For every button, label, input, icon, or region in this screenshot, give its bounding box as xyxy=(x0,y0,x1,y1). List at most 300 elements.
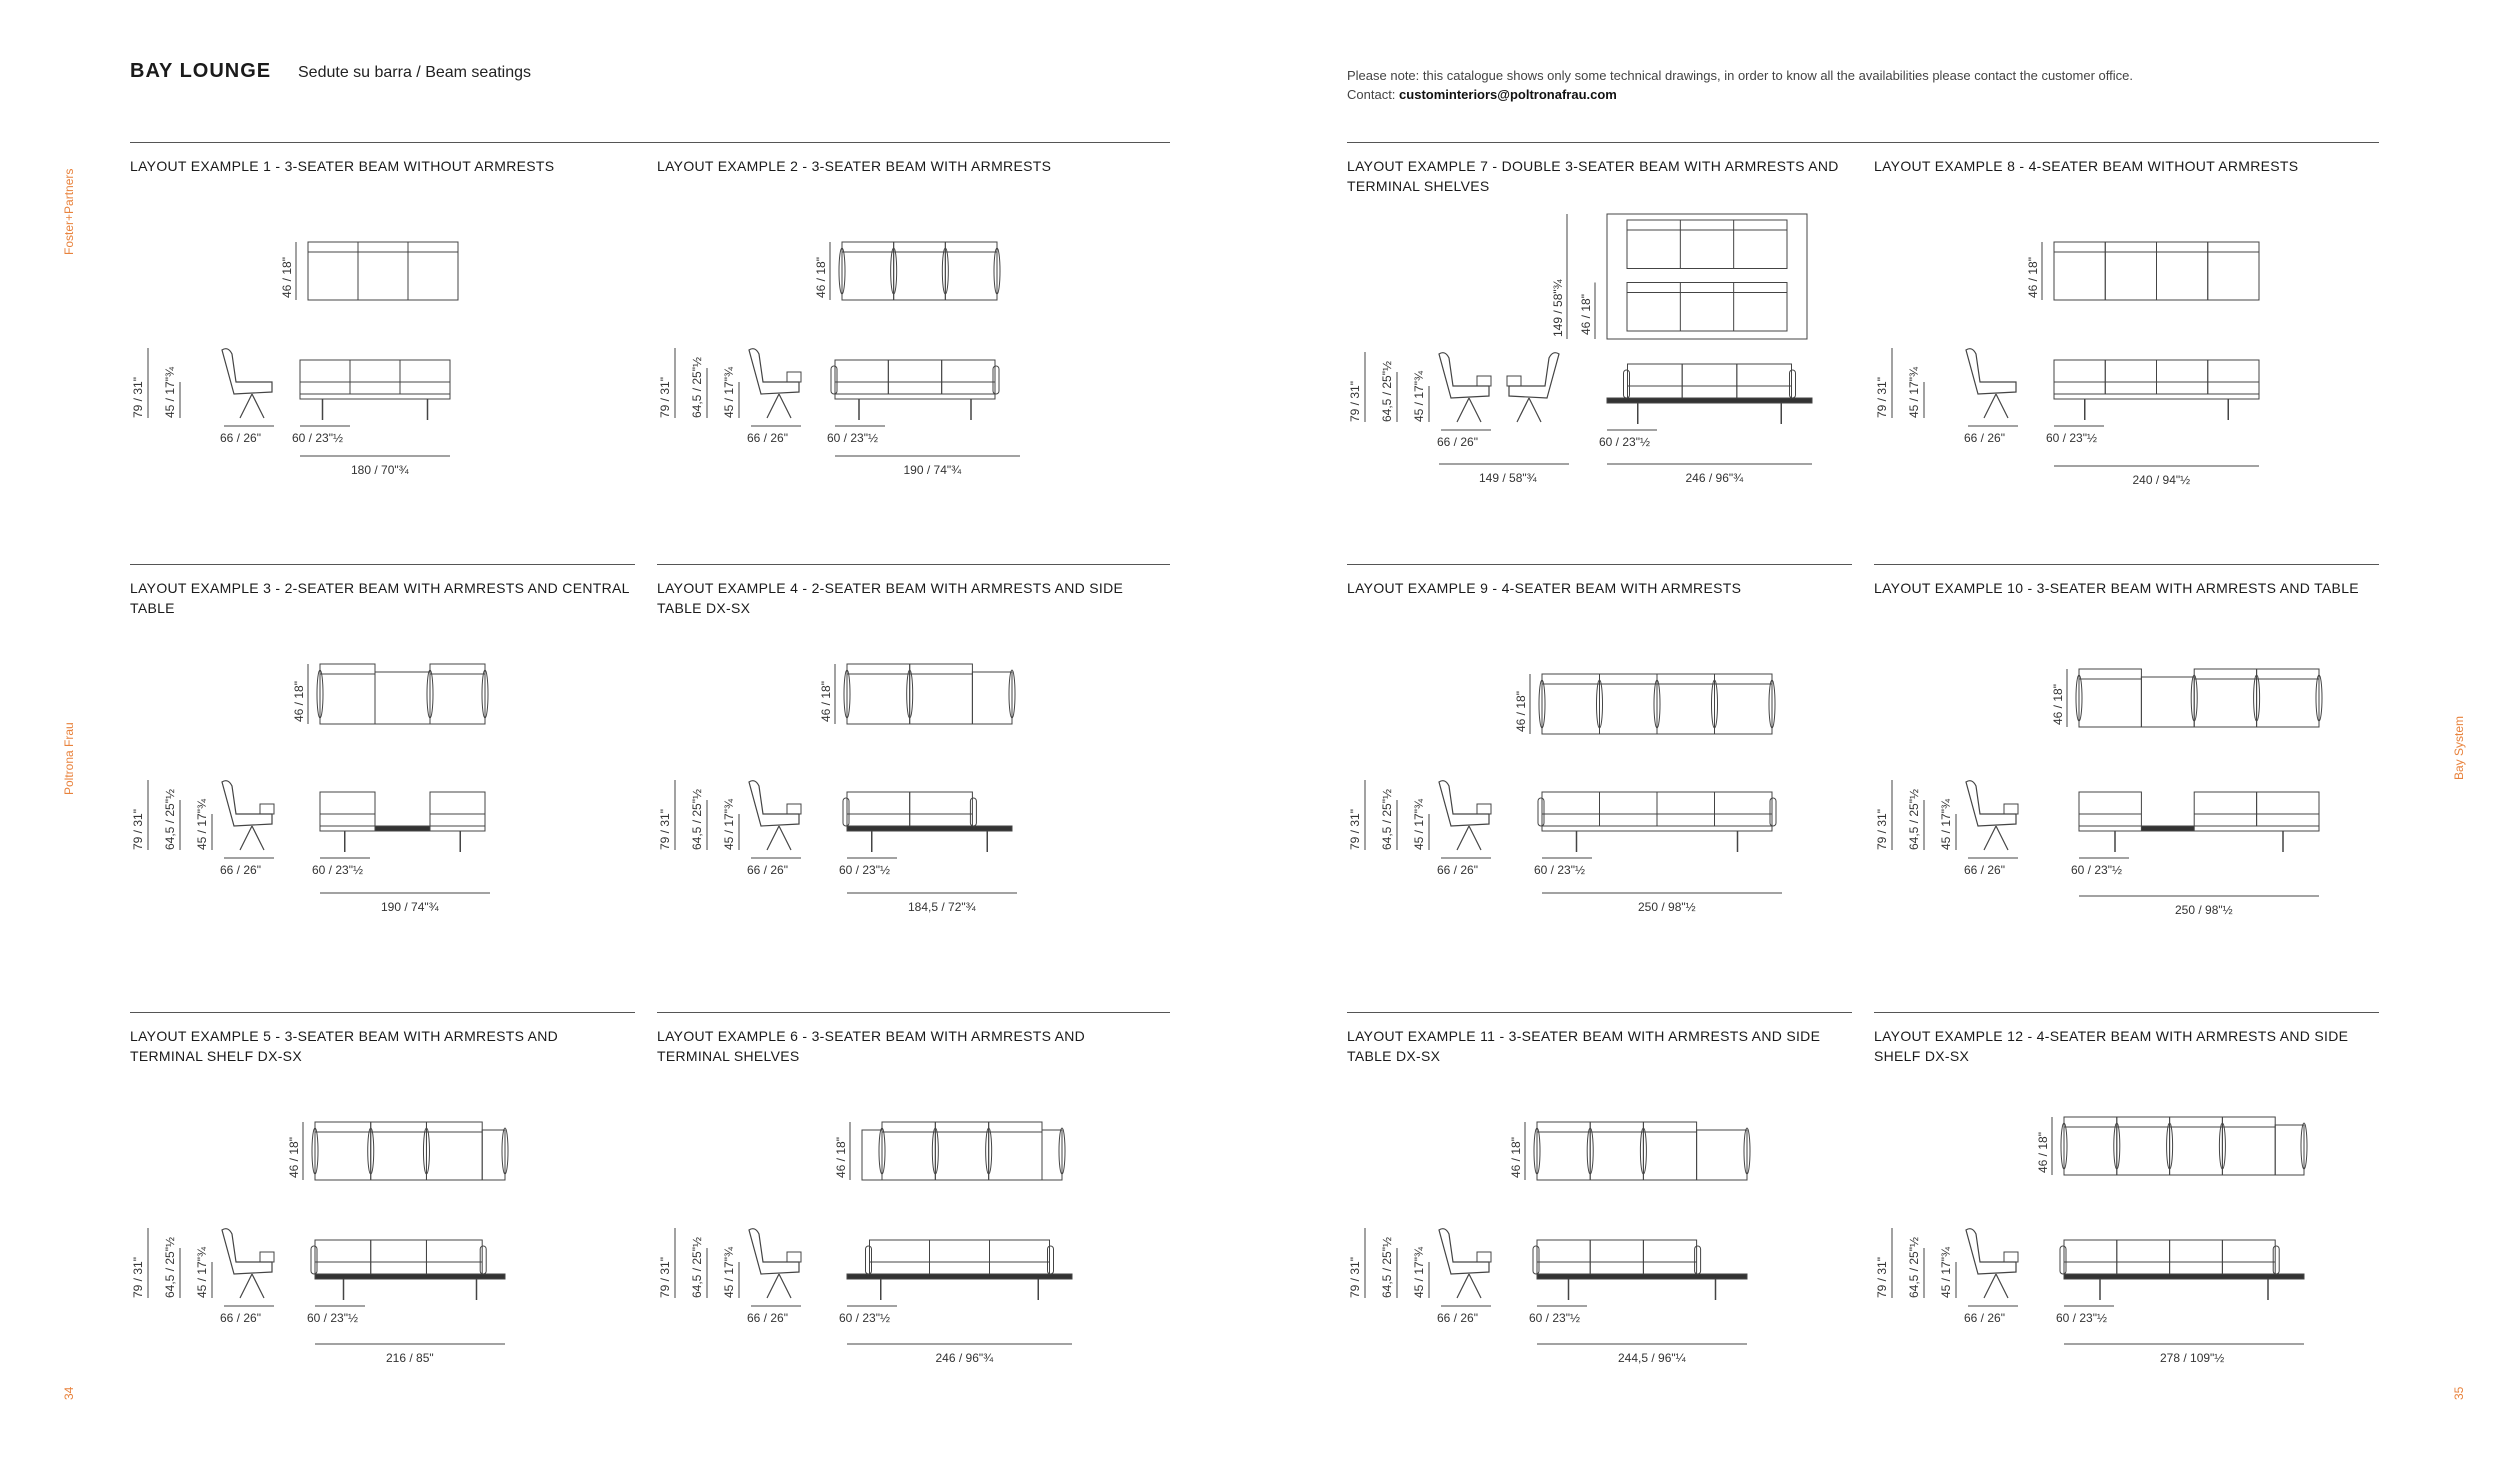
dim-seat-depth: 60 / 23"½ xyxy=(2056,1311,2107,1325)
page-number-left: 34 xyxy=(62,1386,76,1400)
beam-front-view xyxy=(311,1240,505,1300)
beam-shelf xyxy=(2064,1274,2304,1279)
dim-overall-height: 79 / 31" xyxy=(1348,381,1362,422)
dim-overall-width: 180 / 70"¾ xyxy=(351,463,409,477)
dim-arm-height: 64,5 / 25"½ xyxy=(163,789,177,850)
beam-shelf xyxy=(1542,826,1772,831)
front-armrest xyxy=(1770,798,1776,826)
chair-leg xyxy=(1469,398,1481,422)
front-armrest xyxy=(1790,370,1796,398)
front-armrest xyxy=(311,1246,317,1274)
front-seat-back xyxy=(1600,792,1658,826)
plan-seat xyxy=(371,1122,427,1180)
chair-side-view xyxy=(749,781,801,850)
contact-label: Contact: xyxy=(1347,87,1396,102)
dim-top-height: 46 / 18" xyxy=(819,681,833,722)
plan-seat xyxy=(2064,1117,2117,1175)
plan-table xyxy=(2275,1125,2304,1175)
plan-seat xyxy=(2054,242,2105,300)
dim-seat-height: 45 / 17"¾ xyxy=(1412,799,1426,850)
plan-seat xyxy=(1715,674,1773,734)
front-seat-back xyxy=(1643,1240,1696,1274)
front-seat-back xyxy=(2170,1240,2223,1274)
front-seat-back xyxy=(1682,364,1737,398)
layout-drawing xyxy=(1874,142,2384,572)
layout-panel xyxy=(1347,564,1857,1004)
dim-overall-width: 244,5 / 96"¼ xyxy=(1618,1351,1686,1365)
dim-seat-depth: 60 / 23"½ xyxy=(827,431,878,445)
dim-chair-depth: 66 / 26" xyxy=(1964,1311,2005,1325)
dim-seat-height: 45 / 17"¾ xyxy=(1412,1247,1426,1298)
plan-seat xyxy=(989,1122,1042,1180)
chair-leg xyxy=(252,826,264,850)
dim-arm-height: 64,5 / 25"½ xyxy=(1907,789,1921,850)
layout-panel xyxy=(1874,142,2384,582)
chair-side-view xyxy=(1507,353,1559,422)
plan-seat xyxy=(430,664,485,724)
chair-leg xyxy=(252,394,264,418)
catalogue-note xyxy=(1347,66,2133,104)
chair-leg xyxy=(1457,1274,1469,1298)
plan-seat xyxy=(935,1122,988,1180)
chair-side-view xyxy=(222,1229,274,1298)
plan-seat xyxy=(1590,1122,1643,1180)
chair-leg xyxy=(779,1274,791,1298)
front-armrest xyxy=(480,1246,486,1274)
dim-overall-height: 79 / 31" xyxy=(1875,809,1889,850)
plan-seat xyxy=(426,1122,482,1180)
dim-chair-depth: 66 / 26" xyxy=(1437,435,1478,449)
dim-seat-depth: 60 / 23"½ xyxy=(1599,435,1650,449)
page-title: BAY LOUNGE xyxy=(130,60,272,82)
plan-table xyxy=(972,672,1012,724)
side-label-brand: Poltrona Frau xyxy=(62,722,76,795)
dim-overall-width: 190 / 74"¾ xyxy=(903,463,962,477)
chair-leg xyxy=(779,826,791,850)
dim-arm-height: 64,5 / 25"½ xyxy=(690,789,704,850)
dim-chair-depth: 66 / 26" xyxy=(220,863,261,877)
plan-table xyxy=(2141,677,2194,727)
dim-overall-width: 240 / 94"½ xyxy=(2132,473,2191,487)
dim-top-height: 46 / 18" xyxy=(292,681,306,722)
chair-armrest xyxy=(1477,1252,1491,1262)
front-seat-back xyxy=(2222,1240,2275,1274)
front-table xyxy=(2141,826,2194,831)
layout-panel xyxy=(130,564,640,1004)
plan-seat xyxy=(882,1122,935,1180)
chair-side-view xyxy=(1966,781,2018,850)
front-armrest xyxy=(2060,1246,2066,1274)
dim-overall-height: 79 / 31" xyxy=(1875,377,1889,418)
layout-drawing xyxy=(1347,142,1857,572)
front-seat-back xyxy=(1715,792,1773,826)
plan-seat xyxy=(1537,1122,1590,1180)
front-seat-back xyxy=(1737,364,1792,398)
chair-armrest xyxy=(787,804,801,814)
front-seat-back xyxy=(400,360,450,394)
front-seat-back xyxy=(1537,1240,1590,1274)
chair-side-view xyxy=(1439,353,1491,422)
dim-overall-width: 246 / 96"¾ xyxy=(935,1351,994,1365)
beam-front-view xyxy=(2060,1240,2304,1300)
dim-overall-width: 250 / 98"½ xyxy=(2175,903,2233,917)
plan-seat xyxy=(308,242,358,300)
front-seat-back xyxy=(2105,360,2156,394)
front-armrest xyxy=(866,1246,872,1274)
dim-overall-height: 79 / 31" xyxy=(131,809,145,850)
dim-chair-depth: 66 / 26" xyxy=(747,1311,788,1325)
plan-seat xyxy=(2117,1117,2170,1175)
front-seat-back xyxy=(371,1240,427,1274)
front-armrest xyxy=(843,798,849,826)
dim-seat-height: 45 / 17"¾ xyxy=(163,367,177,418)
dim-chair-depth: 66 / 26" xyxy=(1437,1311,1478,1325)
dim-seat-depth: 60 / 23"½ xyxy=(307,1311,358,1325)
chair-side-view xyxy=(222,349,272,418)
chair-leg xyxy=(1996,826,2008,850)
chair-armrest xyxy=(787,1252,801,1262)
dim-seat-height: 45 / 17"¾ xyxy=(1939,799,1953,850)
dim-seat-height: 45 / 17"¾ xyxy=(195,799,209,850)
dim-seat-height: 45 / 17"¾ xyxy=(722,367,736,418)
layout-panel xyxy=(657,564,1167,1004)
dim-top-height: 46 / 18" xyxy=(1509,1137,1523,1178)
dim-arm-height: 64,5 / 25"½ xyxy=(1380,1237,1394,1298)
dim-arm-height: 64,5 / 25"½ xyxy=(1907,1237,1921,1298)
front-seat-back xyxy=(930,1240,990,1274)
dim-top-height: 46 / 18" xyxy=(280,257,294,298)
dim-chair-depth: 66 / 26" xyxy=(220,431,261,445)
layout-drawing xyxy=(1347,1012,1857,1442)
beam-shelf xyxy=(315,1274,505,1279)
layout-title: LAYOUT EXAMPLE 8 - 4-SEATER BEAM WITHOUT ARMRESTS xyxy=(1874,158,2299,174)
front-armrest xyxy=(993,366,999,394)
plan-seat xyxy=(1643,1122,1696,1180)
dim-seat-height: 45 / 17"¾ xyxy=(722,1247,736,1298)
dim-arm-height: 64,5 / 25"½ xyxy=(163,1237,177,1298)
dim-top-height: 46 / 18" xyxy=(1579,294,1593,335)
layout-title: LAYOUT EXAMPLE 7 - DOUBLE 3-SEATER BEAM WITH ARMRESTS AND TERMINAL SHELVES xyxy=(1347,158,1839,194)
front-seat-back xyxy=(315,1240,371,1274)
note-text: Please note: this catalogue shows only some technical drawings, in order to know all the availabilities please contact the customer office. xyxy=(1347,68,2133,83)
layout-title: LAYOUT EXAMPLE 4 - 2-SEATER BEAM WITH ARMRESTS AND SIDE TABLE DX-SX xyxy=(657,580,1124,616)
layout-drawing xyxy=(130,564,640,994)
dim-seat-depth: 60 / 23"½ xyxy=(839,1311,890,1325)
chair-side-view xyxy=(749,1229,801,1298)
front-seat-back xyxy=(1657,792,1715,826)
chair-leg xyxy=(1469,826,1481,850)
plan-seat xyxy=(842,242,894,300)
beam-front-view xyxy=(1533,1240,1747,1300)
chair-leg xyxy=(779,394,791,418)
plan-seat-row xyxy=(1627,283,1787,332)
front-seat-back xyxy=(2157,360,2208,394)
front-seat-back xyxy=(2054,360,2105,394)
plan-seat xyxy=(2105,242,2156,300)
front-armrest xyxy=(1624,370,1630,398)
dim-top-height: 46 / 18" xyxy=(2051,684,2065,725)
front-seat-back xyxy=(2064,1240,2117,1274)
beam-front-view xyxy=(2054,360,2259,420)
plan-table xyxy=(375,672,430,724)
layout-title: LAYOUT EXAMPLE 10 - 3-SEATER BEAM WITH ARMRESTS AND TABLE xyxy=(1874,580,2359,596)
layout-panel xyxy=(130,142,640,582)
dim-double-width: 149 / 58"¾ xyxy=(1479,471,1537,485)
front-armrest xyxy=(2273,1246,2279,1274)
front-seat-back xyxy=(2117,1240,2170,1274)
dim-overall-width: 190 / 74"¾ xyxy=(381,900,439,914)
chair-armrest xyxy=(2004,1252,2018,1262)
chair-leg xyxy=(767,826,779,850)
beam-front-view xyxy=(2079,792,2319,852)
chair-side-view xyxy=(1439,781,1491,850)
dim-overall-height: 79 / 31" xyxy=(658,1257,672,1298)
page-subtitle: Sedute su barra / Beam seatings xyxy=(298,64,532,81)
layout-panel xyxy=(1874,1012,2384,1452)
chair-leg xyxy=(252,1274,264,1298)
side-label-foster: Foster+Partners xyxy=(62,168,76,255)
plan-seat xyxy=(2222,1117,2275,1175)
dim-seat-depth: 60 / 23"½ xyxy=(312,863,363,877)
layout-title: LAYOUT EXAMPLE 9 - 4-SEATER BEAM WITH ARMRESTS xyxy=(1347,580,1742,596)
front-armrest xyxy=(831,366,837,394)
note-contact xyxy=(1347,85,2133,104)
front-armrest xyxy=(970,798,976,826)
dim-seat-height: 45 / 17"¾ xyxy=(1907,367,1921,418)
front-armrest xyxy=(1695,1246,1701,1274)
chair-armrest xyxy=(787,372,801,382)
chair-side-view xyxy=(1439,1229,1491,1298)
layout-title: LAYOUT EXAMPLE 11 - 3-SEATER BEAM WITH ARMRESTS AND SIDE TABLE DX-SX xyxy=(1347,1028,1821,1064)
chair-leg xyxy=(240,394,252,418)
dim-seat-depth: 60 / 23"½ xyxy=(1529,1311,1580,1325)
dim-seat-depth: 60 / 23"½ xyxy=(1534,863,1585,877)
front-seat-back xyxy=(320,792,375,826)
dim-overall-width: 216 / 85" xyxy=(386,1351,434,1365)
layout-panel xyxy=(1874,564,2384,1004)
layout-title: LAYOUT EXAMPLE 3 - 2-SEATER BEAM WITH ARMRESTS AND CENTRAL TABLE xyxy=(130,580,630,616)
front-seat-back xyxy=(1590,1240,1643,1274)
plan-seat xyxy=(2257,669,2319,727)
layout-drawing xyxy=(130,1012,640,1442)
front-seat-back xyxy=(350,360,400,394)
front-seat-back xyxy=(888,360,941,394)
chair-leg xyxy=(1984,1274,1996,1298)
plan-seat xyxy=(1657,674,1715,734)
front-seat-back xyxy=(430,792,485,826)
beam-shelf xyxy=(1537,1274,1747,1279)
front-seat-back xyxy=(990,1240,1050,1274)
chair-side-view xyxy=(1966,349,2016,418)
dim-arm-height: 64,5 / 25"½ xyxy=(1380,789,1394,850)
beam-shelf xyxy=(1607,398,1812,403)
chair-armrest xyxy=(1477,376,1491,386)
dim-seat-depth: 60 / 23"½ xyxy=(839,863,890,877)
chair-leg xyxy=(1517,398,1529,422)
layout-drawing xyxy=(1874,1012,2384,1442)
beam-front-view xyxy=(320,792,485,852)
front-seat-back xyxy=(2208,360,2259,394)
chair-armrest xyxy=(1507,376,1521,386)
beam-front-view xyxy=(1607,364,1812,424)
beam-front-view xyxy=(847,1240,1072,1300)
beam-shelf xyxy=(300,394,450,399)
dim-overall-height: 79 / 31" xyxy=(658,377,672,418)
dim-seat-depth: 60 / 23"½ xyxy=(292,431,343,445)
dim-seat-height: 45 / 17"¾ xyxy=(1939,1247,1953,1298)
front-seat-back xyxy=(870,1240,930,1274)
dim-overall-height: 79 / 31" xyxy=(1348,809,1362,850)
dim-chair-depth: 66 / 26" xyxy=(1964,431,2005,445)
plan-seat-row xyxy=(1627,220,1787,269)
dim-overall-height: 79 / 31" xyxy=(658,809,672,850)
dim-height-double: 149 / 58"¾ xyxy=(1551,279,1565,337)
chair-leg xyxy=(1984,394,1996,418)
dim-chair-depth: 66 / 26" xyxy=(747,863,788,877)
dim-overall-height: 79 / 31" xyxy=(1875,1257,1889,1298)
front-armrest xyxy=(1533,1246,1539,1274)
dim-top-height: 46 / 18" xyxy=(1514,691,1528,732)
chair-leg xyxy=(1529,398,1541,422)
plan-seat xyxy=(1542,674,1600,734)
dim-arm-height: 64,5 / 25"½ xyxy=(1380,361,1394,422)
beam-front-view xyxy=(831,360,999,420)
dim-seat-depth: 60 / 23"½ xyxy=(2046,431,2097,445)
dim-seat-height: 45 / 17"¾ xyxy=(1412,371,1426,422)
plan-table xyxy=(1697,1130,1747,1180)
layout-drawing xyxy=(657,564,1167,994)
front-seat-back xyxy=(1542,792,1600,826)
plan-seat xyxy=(408,242,458,300)
beam-shelf xyxy=(2054,394,2259,399)
page-number-right: 35 xyxy=(2452,1386,2466,1400)
plan-seat xyxy=(2208,242,2259,300)
dim-chair-depth: 66 / 26" xyxy=(220,1311,261,1325)
dim-top-height: 46 / 18" xyxy=(814,257,828,298)
front-armrest xyxy=(1048,1246,1054,1274)
dim-chair-depth: 66 / 26" xyxy=(1964,863,2005,877)
dim-overall-width: 246 / 96"¾ xyxy=(1685,471,1744,485)
dim-overall-width: 250 / 98"½ xyxy=(1638,900,1696,914)
front-armrest xyxy=(1538,798,1544,826)
beam-shelf xyxy=(847,1274,1072,1279)
side-label-system: Bay System xyxy=(2452,715,2466,780)
plan-seat xyxy=(358,242,408,300)
front-table xyxy=(375,826,430,831)
dim-arm-height: 64,5 / 25"½ xyxy=(690,1237,704,1298)
dim-seat-height: 45 / 17"¾ xyxy=(195,1247,209,1298)
beam-shelf xyxy=(847,826,1012,831)
layout-title: LAYOUT EXAMPLE 12 - 4-SEATER BEAM WITH ARMRESTS AND SIDE SHELF DX-SX xyxy=(1874,1028,2349,1064)
dim-top-height: 46 / 18" xyxy=(2026,257,2040,298)
layout-panel xyxy=(1347,142,1857,582)
plan-seat xyxy=(2079,669,2141,727)
dim-overall-height: 79 / 31" xyxy=(131,377,145,418)
chair-leg xyxy=(1984,826,1996,850)
dim-overall-height: 79 / 31" xyxy=(131,1257,145,1298)
dim-chair-depth: 66 / 26" xyxy=(747,431,788,445)
chair-leg xyxy=(767,1274,779,1298)
chair-leg xyxy=(1469,1274,1481,1298)
chair-armrest xyxy=(2004,804,2018,814)
dim-top-height: 46 / 18" xyxy=(287,1137,301,1178)
layout-title: LAYOUT EXAMPLE 6 - 3-SEATER BEAM WITH ARMRESTS AND TERMINAL SHELVES xyxy=(657,1028,1086,1064)
front-seat-back xyxy=(910,792,973,826)
front-seat-back xyxy=(1628,364,1683,398)
contact-email[interactable]: custominteriors@poltronafrau.com xyxy=(1399,87,1617,102)
beam-front-view xyxy=(300,360,450,420)
plan-seat xyxy=(847,664,910,724)
layout-drawing xyxy=(1347,564,1857,994)
dim-top-height: 46 / 18" xyxy=(2036,1132,2050,1173)
chair-leg xyxy=(1996,394,2008,418)
layout-panel xyxy=(130,1012,640,1452)
front-seat-back xyxy=(2079,792,2141,826)
chair-armrest xyxy=(260,804,274,814)
dim-arm-height: 64,5 / 25"½ xyxy=(690,357,704,418)
layout-drawing xyxy=(657,142,1167,572)
layout-drawing xyxy=(1874,564,2384,994)
layout-panel xyxy=(657,142,1167,582)
plan-seat xyxy=(315,1122,371,1180)
layout-drawing xyxy=(130,142,640,572)
chair-side-view xyxy=(1966,1229,2018,1298)
chair-leg xyxy=(1457,398,1469,422)
chair-leg xyxy=(1996,1274,2008,1298)
plan-seat xyxy=(910,664,973,724)
chair-leg xyxy=(240,1274,252,1298)
chair-leg xyxy=(240,826,252,850)
beam-shelf xyxy=(2079,826,2319,831)
chair-side-view xyxy=(749,349,801,418)
plan-seat xyxy=(945,242,997,300)
front-seat-back xyxy=(2257,792,2319,826)
dim-overall-width: 184,5 / 72"¾ xyxy=(908,900,976,914)
front-seat-back xyxy=(300,360,350,394)
layout-title: LAYOUT EXAMPLE 1 - 3-SEATER BEAM WITHOUT ARMRESTS xyxy=(130,158,555,174)
plan-outline xyxy=(1607,214,1807,339)
chair-side-view xyxy=(222,781,274,850)
chair-leg xyxy=(767,394,779,418)
beam-shelf xyxy=(835,394,995,399)
front-seat-back xyxy=(2194,792,2256,826)
plan-seat xyxy=(2170,1117,2223,1175)
chair-armrest xyxy=(260,1252,274,1262)
front-seat-back xyxy=(426,1240,482,1274)
dim-top-height: 46 / 18" xyxy=(834,1137,848,1178)
dim-chair-depth: 66 / 26" xyxy=(1437,863,1478,877)
dim-overall-width: 278 / 109"½ xyxy=(2160,1351,2225,1365)
beam-front-view xyxy=(1538,792,1776,852)
beam-front-view xyxy=(843,792,1012,852)
dim-seat-height: 45 / 17"¾ xyxy=(722,799,736,850)
front-seat-back xyxy=(942,360,995,394)
layout-drawing xyxy=(657,1012,1167,1442)
plan-seat xyxy=(1600,674,1658,734)
chair-armrest xyxy=(1477,804,1491,814)
plan-seat xyxy=(2194,669,2256,727)
layout-title: LAYOUT EXAMPLE 5 - 3-SEATER BEAM WITH ARMRESTS AND TERMINAL SHELF DX-SX xyxy=(130,1028,559,1064)
plan-seat xyxy=(320,664,375,724)
dim-overall-height: 79 / 31" xyxy=(1348,1257,1362,1298)
layout-panel xyxy=(1347,1012,1857,1452)
front-seat-back xyxy=(847,792,910,826)
layout-title: LAYOUT EXAMPLE 2 - 3-SEATER BEAM WITH ARMRESTS xyxy=(657,158,1052,174)
dim-seat-depth: 60 / 23"½ xyxy=(2071,863,2122,877)
chair-leg xyxy=(1457,826,1469,850)
layout-panel xyxy=(657,1012,1167,1452)
plan-seat xyxy=(2157,242,2208,300)
